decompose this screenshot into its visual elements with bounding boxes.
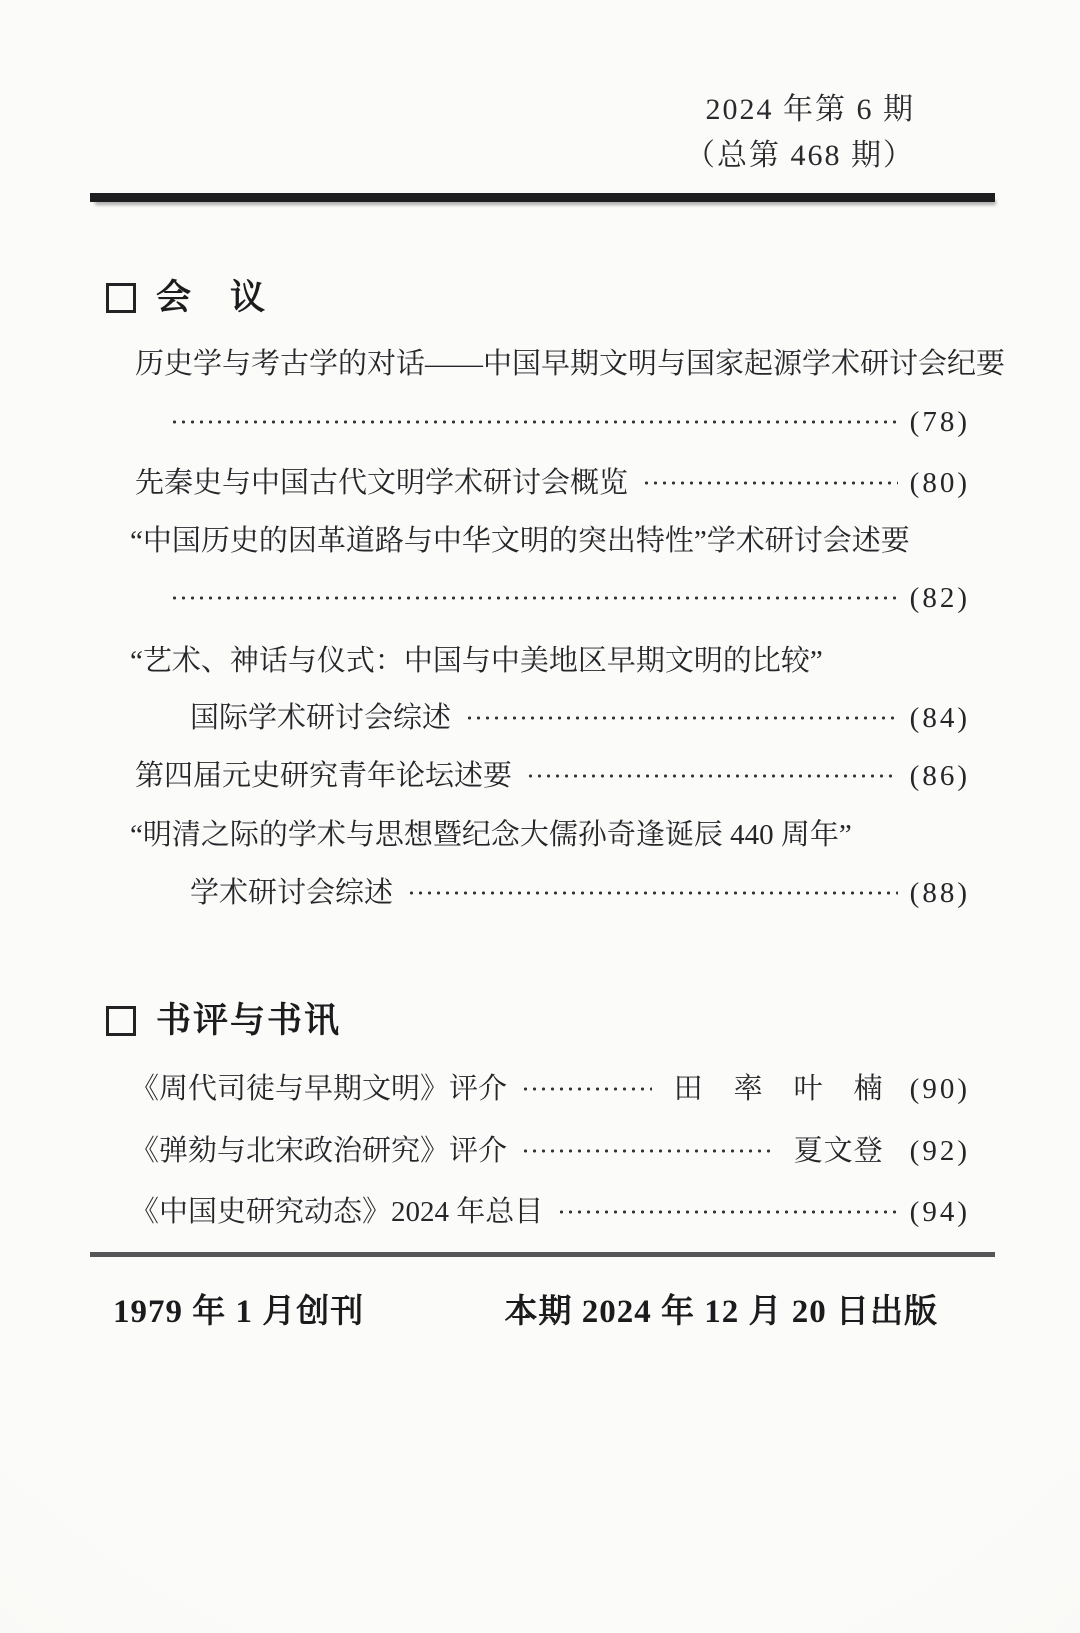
dot-leader [521, 1068, 652, 1110]
dot-leader [407, 872, 898, 914]
toc-entry-continuation: 国际学术研讨会综述 [190, 702, 452, 734]
page-number: (84) [909, 702, 970, 734]
toc-entry-continuation-line [190, 872, 970, 914]
page-number: (80) [909, 467, 970, 499]
dot-leader [170, 577, 898, 619]
dot-leader [521, 1130, 772, 1172]
section-books-header [106, 998, 341, 1044]
book-entry [130, 1068, 970, 1110]
journal-volume-number: （总第 468 期） [685, 139, 915, 172]
page-number: (92) [909, 1135, 970, 1167]
toc-entry [130, 520, 910, 562]
toc-entry [130, 814, 852, 856]
book-entry-title: 《弹劾与北宋政治研究》评介 [130, 1135, 508, 1167]
dot-leader [526, 755, 898, 797]
dot-leader [170, 401, 898, 443]
section-square-icon [106, 283, 136, 313]
toc-entry [135, 343, 1005, 385]
book-entry [130, 1130, 970, 1172]
footer [113, 1289, 938, 1335]
dot-leader [465, 697, 898, 739]
publication-date: 本期 2024 年 12 月 20 日出版 [504, 1294, 938, 1330]
page-number: (94) [909, 1196, 970, 1228]
toc-entry [135, 462, 970, 504]
toc-entry-leader-line [170, 401, 970, 443]
book-entry-title: 《周代司徒与早期文明》评介 [130, 1073, 508, 1105]
toc-entry-title: “中国历史的因革道路与中华文明的突出特性”学术研讨会述要 [130, 525, 910, 557]
book-entry [130, 1191, 970, 1233]
page-number: (88) [909, 877, 970, 909]
toc-entry-title: 第四届元史研究青年论坛述要 [135, 760, 513, 792]
dot-leader [642, 462, 898, 504]
toc-entry [135, 755, 970, 797]
toc-entry-title: “明清之际的学术与思想暨纪念大儒孙奇逢诞辰 440 周年” [130, 819, 852, 851]
book-authors: 田 率 叶 楠 [673, 1073, 884, 1105]
section-books-label: 书评与书讯 [156, 1001, 342, 1040]
page-number: (78) [909, 406, 970, 438]
toc-entry-continuation: 学术研讨会综述 [190, 877, 394, 909]
page-number: (86) [909, 760, 970, 792]
issue-block [685, 87, 915, 179]
toc-entry-title: 历史学与考古学的对话——中国早期文明与国家起源学术研讨会纪要 [135, 348, 1006, 380]
toc-entry-title: 先秦史与中国古代文明学术研讨会概览 [135, 467, 629, 499]
toc-entry-continuation-line [190, 697, 970, 739]
toc-entry-leader-line [170, 577, 970, 619]
toc-entry [130, 640, 823, 682]
dot-leader [557, 1191, 897, 1233]
book-authors: 夏文登 [793, 1135, 884, 1167]
journal-issue-number: 2024 年第 6 期 [705, 93, 915, 126]
footer-rule [90, 1252, 995, 1257]
founding-date: 1979 年 1 月创刊 [113, 1294, 365, 1330]
section-square-icon [106, 1006, 136, 1036]
section-meetings-label: 会 议 [156, 278, 268, 317]
header-rule [90, 193, 995, 202]
page-number: (82) [909, 582, 970, 614]
page-number: (90) [909, 1073, 970, 1105]
section-meetings-header [106, 275, 267, 321]
book-entry-title: 《中国史研究动态》2024 年总目 [130, 1196, 544, 1228]
toc-entry-title: “艺术、神话与仪式：中国与中美地区早期文明的比较” [130, 645, 823, 677]
